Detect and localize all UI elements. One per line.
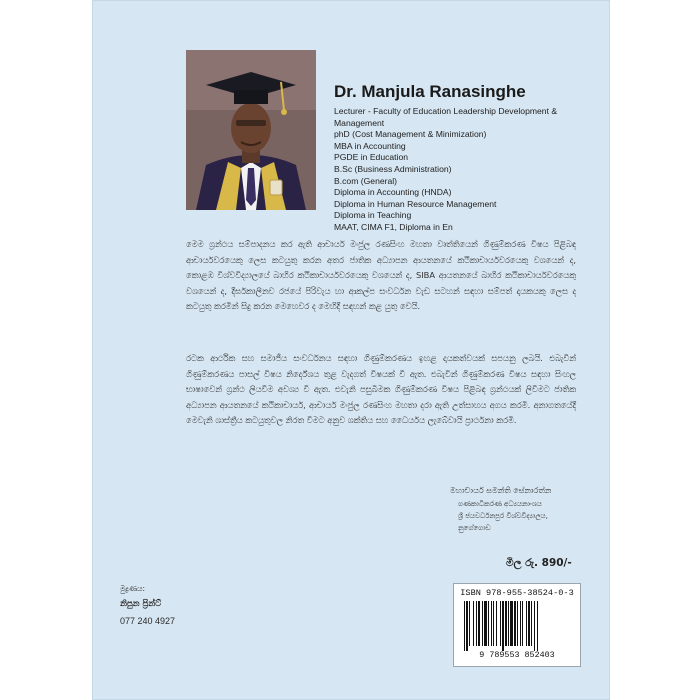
barcode-bar <box>466 601 468 651</box>
printer-phone: 077 240 4927 <box>120 616 176 626</box>
price-label: මිල රු. 890/- <box>506 557 572 569</box>
author-photo <box>186 50 316 210</box>
credential-item: MBA in Accounting <box>334 140 406 151</box>
signatory-department: ගණකාධිකරණ අධ්‍යයනාංශය <box>458 500 542 508</box>
isbn-text: ISBN 978-955-38524-0-3 <box>460 588 574 598</box>
signatory-university: ශ්‍රී ජයවර්ධනපුර විශ්වවිද්‍යාලය, <box>458 512 548 520</box>
printer-label: මුද්‍රණය: <box>120 584 146 593</box>
barcode-bar <box>496 601 497 646</box>
barcode-bar <box>505 601 507 646</box>
barcode-bar <box>526 601 527 646</box>
barcode-bar <box>528 601 530 646</box>
barcode-bar <box>517 601 518 646</box>
credential-item: B.Sc (Business Administration) <box>334 163 452 174</box>
printer-name: නිපුන ප්‍රින්ට් <box>120 599 162 609</box>
credential-item: Lecturer - Faculty of Education Leadership Development & Management <box>334 106 558 128</box>
barcode-bar <box>478 601 480 646</box>
barcode-bar <box>514 601 516 646</box>
credential-item: phD (Cost Management & Minimization) <box>334 129 487 140</box>
credential-item: Diploma in Human Resource Management <box>334 198 497 209</box>
foreword-paragraph-2: රටක ආර්ථික සහ සමාජීය සංවර්ධනය සඳහා ගිණුම්කරණය ඉහළ දායකත්වයක් සපයනු ලබයි. එබැවින් ගිණුම්කරණය පාසල් විෂය නිර්දේශය තුළ වැදගත් විෂයක් වී ඇත. එබැවින් ගිණුම්කරණ විෂය සඳහා සිංහල භාෂාවෙන් ග්‍රන්ථ ලියවීම අවශ්‍ය වී ඇත. එවැනි පසුබිමක ගිණුම්කරණ විෂය පිළිබඳ ග්‍රන්ථයක් ලිවීමට ජාතික අධ්‍යාපන ආයතනයේ කථිකාචාර්ය, ආචාර්ය මංජුල රණසිංහ මහතා දරා ඇති උත්සාහය අගය කරමි. අනාගතයේදී මෙවැනි ශාස්ත්‍රීය කටයුතුවල නිරත වීමට අනුව ශක්තිය සහ ධෛර්යය ලැබේවායි ප්‍රාර්ථනා කරමි. <box>186 353 576 425</box>
printer-block <box>120 582 240 629</box>
signatory-city: නුගේගොඩ <box>458 524 491 532</box>
credential-item: B.com (General) <box>334 175 398 186</box>
barcode-bar <box>534 601 535 651</box>
isbn-barcode <box>453 583 581 667</box>
credential-item: Diploma in Accounting (HNDA) <box>334 187 452 198</box>
barcode-bar <box>500 601 501 646</box>
barcode-bar <box>469 601 470 646</box>
author-name: Dr. Manjula Ranasinghe <box>334 82 526 101</box>
barcode-bar <box>493 601 494 646</box>
barcode-bar <box>522 601 523 646</box>
signatory-name: මහාචාර්ය සමන්ති සේනාරත්න <box>450 486 552 495</box>
barcode-graphic <box>462 601 572 651</box>
barcode-bar <box>520 601 521 646</box>
barcode-bar <box>464 601 465 651</box>
barcode-bar <box>482 601 483 646</box>
barcode-bar <box>537 601 538 651</box>
credential-item: PGDE in Education <box>334 152 409 163</box>
signature-block <box>450 484 600 534</box>
barcode-bar <box>491 601 492 646</box>
barcode-bar <box>484 601 487 646</box>
barcode-digits: 9 789553 852403 <box>479 650 555 660</box>
foreword-paragraph-1: මෙම ග්‍රන්ථය සම්පාදනය කර ඇති ආචාර්ය මංජුල රණසිංහ මහතා වෘත්තියෙන් ගිණුම්කරණ විෂය පිළිබඳ ආචාර්යවරයෙකු ලෙස කටයුතු කරන අතර ජාතික අධ්‍යාපන ආයතනයේ කථිකාචාර්යවරයෙකු වශයෙන් ද, කොළඹ විශ්වවිද්‍යාලයේ බාහිර කථිකාචාර්යවරයෙකු වශයෙන් ද, SIBA ආයතනයේ බාහිර කථිකාචාර්යවරයෙකු වශයෙන් ද, දීර්ඝකාලීනව රජයේ පිරිවැය හා ආකල්ප සංවර්ධන වැඩ සටහන් සඳහා සම්පත් දායකයකු ලෙස ද කටයුතු කරමින් සිදු කරන මෙහෙවර ද මෙහිදී සඳහන් කළ යුතු වෙයි. <box>186 239 576 311</box>
credential-item: Diploma in Teaching <box>334 210 412 221</box>
barcode-bar <box>473 601 474 646</box>
credential-item: MAAT, CIMA F1, Diploma in En <box>334 221 453 232</box>
barcode-bar <box>531 601 532 646</box>
barcode-bar <box>476 601 477 646</box>
credentials-list <box>334 106 564 234</box>
barcode-bar <box>508 601 509 646</box>
barcode-bar <box>488 601 489 646</box>
author-portrait-graphic <box>186 50 316 210</box>
barcode-bar <box>502 601 504 651</box>
barcode-bar <box>510 601 513 646</box>
barcode-bars <box>462 601 572 651</box>
